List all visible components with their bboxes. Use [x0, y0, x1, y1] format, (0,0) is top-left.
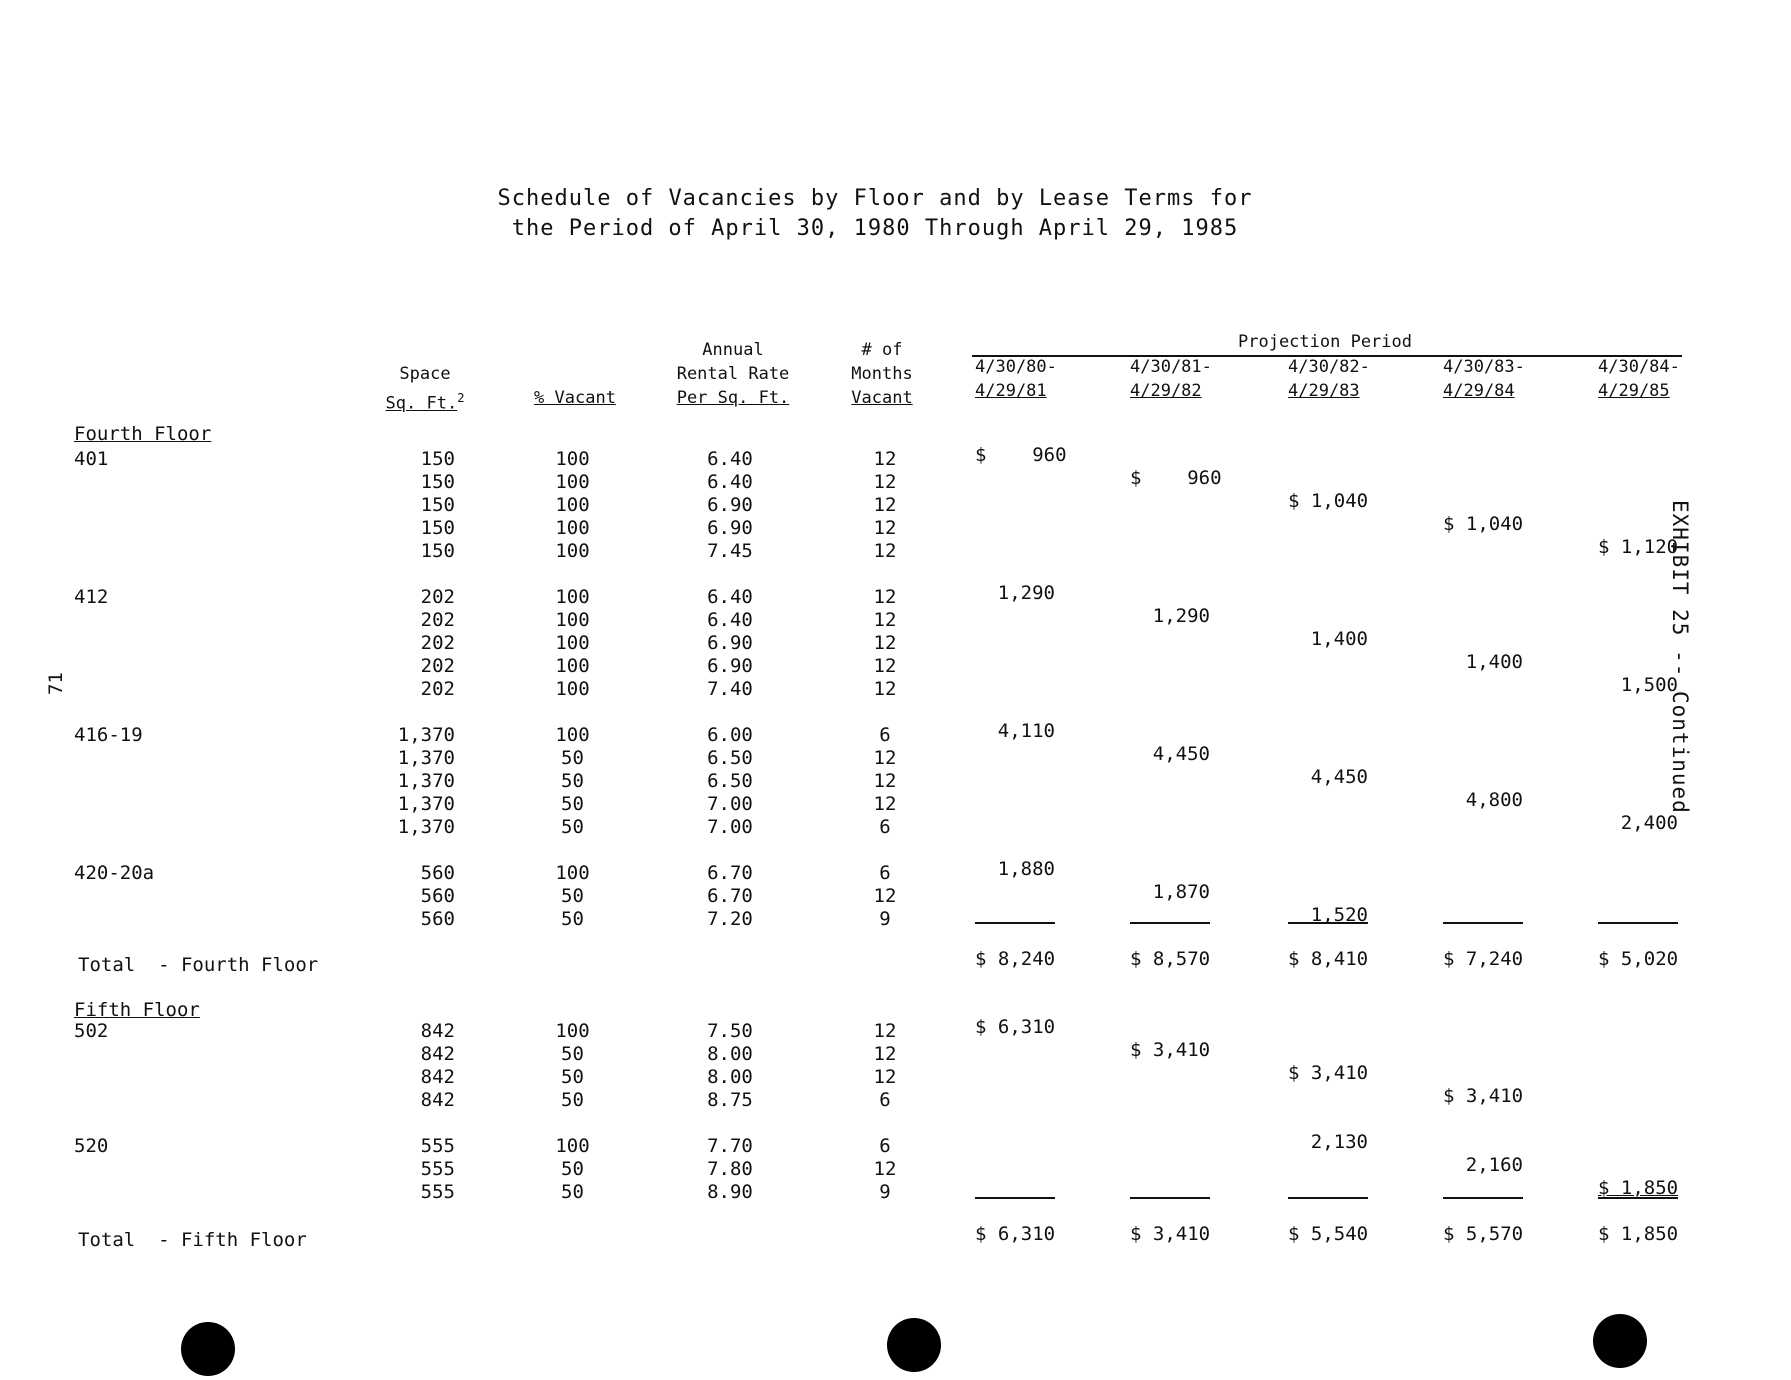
projection-cell: 1,500	[1620, 674, 1678, 696]
fourth-floor-total-label: Total - Fourth Floor	[78, 954, 319, 976]
rental-rate-cell: 8.00	[707, 1066, 753, 1088]
rental-rate-cell: 6.90	[707, 494, 753, 516]
months-vacant-cell: 6	[879, 862, 891, 884]
months-vacant-cell: 12	[873, 540, 897, 562]
vacant-pct-cell: 50	[561, 1089, 584, 1111]
vacant-pct-cell: 100	[555, 609, 590, 631]
months-vacant-cell: 9	[879, 908, 891, 930]
rental-rate-cell: 7.80	[707, 1158, 753, 1180]
space-sqft-cell: 560	[420, 862, 455, 884]
projection-cell: 4,800	[1465, 789, 1523, 811]
exhibit-label: EXHIBIT 25 -- Continued	[1668, 500, 1692, 814]
header-months-line3: Vacant	[851, 388, 913, 408]
period-header-2-end: 4/29/82	[1130, 381, 1202, 401]
months-vacant-cell: 12	[873, 609, 897, 631]
header-projection: Projection Period	[1238, 332, 1412, 352]
space-sqft-cell: 150	[420, 494, 455, 516]
header-rate-line3: Per Sq. Ft.	[676, 388, 790, 408]
total-cell: $ 6,310	[975, 1223, 1056, 1245]
vacant-pct-cell: 100	[555, 862, 590, 884]
months-vacant-cell: 12	[873, 747, 897, 769]
projection-cell: $ 6,310	[975, 1016, 1056, 1038]
projection-cell: 2,400	[1620, 812, 1678, 834]
projection-cell: 1,880	[997, 858, 1055, 880]
subtotal-rule	[975, 1197, 1055, 1199]
header-rate-line2: Rental Rate	[676, 364, 790, 384]
projection-cell: 4,450	[1152, 743, 1210, 765]
period-header-3-start: 4/30/82-	[1288, 357, 1370, 377]
rental-rate-cell: 6.90	[707, 655, 753, 677]
total-cell: $ 5,570	[1443, 1223, 1524, 1245]
space-sqft-cell: 555	[420, 1181, 455, 1203]
binder-hole-right	[1593, 1314, 1647, 1368]
months-vacant-cell: 12	[873, 471, 897, 493]
subtotal-rule	[1130, 1197, 1210, 1199]
vacant-pct-cell: 50	[561, 770, 584, 792]
binder-hole-left	[181, 1322, 235, 1376]
projection-cell: 2,130	[1310, 1131, 1368, 1153]
space-sqft-cell: 202	[420, 655, 455, 677]
fifth-floor-total-label: Total - Fifth Floor	[78, 1229, 307, 1251]
vacant-pct-cell: 100	[555, 540, 590, 562]
subtotal-rule	[1443, 922, 1523, 924]
rental-rate-cell: 6.90	[707, 517, 753, 539]
space-sqft-cell: 202	[420, 632, 455, 654]
vacant-pct-cell: 50	[561, 885, 584, 907]
months-vacant-cell: 12	[873, 586, 897, 608]
rental-rate-cell: 7.50	[707, 1020, 753, 1042]
projection-cell: $ 960	[1130, 467, 1222, 489]
unit-label: 412	[74, 586, 109, 608]
months-vacant-cell: 6	[879, 1089, 891, 1111]
total-cell: $ 7,240	[1443, 948, 1524, 970]
vacant-pct-cell: 100	[555, 724, 590, 746]
rental-rate-cell: 6.40	[707, 609, 753, 631]
vacant-pct-cell: 100	[555, 517, 590, 539]
projection-cell: $ 3,410	[1288, 1062, 1369, 1084]
space-sqft-cell: 555	[420, 1158, 455, 1180]
period-header-4-end: 4/29/84	[1443, 381, 1515, 401]
rental-rate-cell: 7.70	[707, 1135, 753, 1157]
vacant-pct-cell: 100	[555, 448, 590, 470]
space-sqft-cell: 842	[420, 1020, 455, 1042]
rental-rate-cell: 7.00	[707, 816, 753, 838]
space-sqft-cell: 1,370	[397, 793, 455, 815]
months-vacant-cell: 12	[873, 885, 897, 907]
unit-label: 520	[74, 1135, 109, 1157]
period-header-1-start: 4/30/80-	[975, 357, 1057, 377]
projection-cell: $ 1,040	[1288, 490, 1369, 512]
vacant-pct-cell: 50	[561, 1158, 584, 1180]
months-vacant-cell: 12	[873, 632, 897, 654]
header-space-line1: Space	[399, 364, 451, 384]
header-rate	[668, 338, 798, 410]
vacant-pct-cell: 100	[555, 1020, 590, 1042]
period-header-5-start: 4/30/84-	[1598, 357, 1680, 377]
months-vacant-cell: 9	[879, 1181, 891, 1203]
projection-cell: 1,870	[1152, 881, 1210, 903]
months-vacant-cell: 12	[873, 1066, 897, 1088]
subtotal-rule	[1443, 1197, 1523, 1199]
months-vacant-cell: 12	[873, 517, 897, 539]
months-vacant-cell: 12	[873, 448, 897, 470]
projection-cell: 1,290	[997, 582, 1055, 604]
period-header-5-end: 4/29/85	[1598, 381, 1670, 401]
space-sqft-cell: 1,370	[397, 724, 455, 746]
total-cell: $ 1,850	[1598, 1223, 1679, 1245]
projection-cell: $ 1,850	[1598, 1177, 1679, 1199]
projection-cell: 1,290	[1152, 605, 1210, 627]
subtotal-rule	[975, 922, 1055, 924]
period-header-3-end: 4/29/83	[1288, 381, 1360, 401]
projection-cell: $ 1,040	[1443, 513, 1524, 535]
unit-label: 420-20a	[74, 862, 155, 884]
total-cell: $ 3,410	[1130, 1223, 1211, 1245]
rental-rate-cell: 6.40	[707, 471, 753, 493]
rental-rate-cell: 6.70	[707, 862, 753, 884]
projection-cell: 4,110	[997, 720, 1055, 742]
total-cell: $ 8,410	[1288, 948, 1369, 970]
space-sqft-cell: 1,370	[397, 770, 455, 792]
title-line-1: Schedule of Vacancies by Floor and by Lease Terms for	[497, 186, 1253, 211]
rental-rate-cell: 6.50	[707, 770, 753, 792]
space-sqft-cell: 150	[420, 471, 455, 493]
rental-rate-cell: 6.00	[707, 724, 753, 746]
months-vacant-cell: 12	[873, 494, 897, 516]
vacant-pct-cell: 50	[561, 747, 584, 769]
space-sqft-cell: 202	[420, 609, 455, 631]
months-vacant-cell: 12	[873, 770, 897, 792]
vacant-pct-cell: 50	[561, 908, 584, 930]
space-sqft-cell: 560	[420, 885, 455, 907]
total-cell: $ 5,020	[1598, 948, 1679, 970]
rental-rate-cell: 6.70	[707, 885, 753, 907]
header-space-line2: Sq. Ft.	[385, 393, 458, 414]
period-header-2-start: 4/30/81-	[1130, 357, 1212, 377]
rental-rate-cell: 8.75	[707, 1089, 753, 1111]
fourth-floor-heading: Fourth Floor	[74, 423, 212, 445]
projection-cell: $ 3,410	[1130, 1039, 1211, 1061]
unit-label: 401	[74, 448, 109, 470]
projection-cell: 1,400	[1465, 651, 1523, 673]
vacant-pct-cell: 100	[555, 632, 590, 654]
space-sqft-cell: 842	[420, 1089, 455, 1111]
space-sqft-cell: 555	[420, 1135, 455, 1157]
vacant-pct-cell: 100	[555, 1135, 590, 1157]
projection-cell: 2,160	[1465, 1154, 1523, 1176]
vacant-pct-cell: 100	[555, 494, 590, 516]
header-months-line2: Months	[851, 364, 913, 384]
space-sqft-cell: 150	[420, 540, 455, 562]
months-vacant-cell: 12	[873, 1158, 897, 1180]
space-sqft-cell: 202	[420, 586, 455, 608]
header-months	[840, 338, 924, 410]
months-vacant-cell: 12	[873, 678, 897, 700]
rental-rate-cell: 6.40	[707, 448, 753, 470]
rental-rate-cell: 6.50	[707, 747, 753, 769]
vacant-pct-cell: 50	[561, 816, 584, 838]
months-vacant-cell: 12	[873, 793, 897, 815]
projection-cell: 1,520	[1310, 904, 1368, 926]
vacant-pct-cell: 100	[555, 586, 590, 608]
projection-cell: $ 960	[975, 444, 1067, 466]
period-header-1-end: 4/29/81	[975, 381, 1047, 401]
space-sqft-cell: 202	[420, 678, 455, 700]
header-rate-line1: Annual	[702, 340, 764, 360]
total-cell: $ 8,240	[975, 948, 1056, 970]
subtotal-rule	[1288, 1197, 1368, 1199]
rental-rate-cell: 8.90	[707, 1181, 753, 1203]
space-sqft-cell: 842	[420, 1043, 455, 1065]
rental-rate-cell: 6.90	[707, 632, 753, 654]
header-vacant: % Vacant	[534, 388, 616, 408]
page-number: 71	[45, 672, 67, 695]
projection-cell: $ 1,120	[1598, 536, 1679, 558]
vacant-pct-cell: 50	[561, 1043, 584, 1065]
vacant-pct-cell: 50	[561, 793, 584, 815]
vacant-pct-cell: 100	[555, 471, 590, 493]
total-cell: $ 8,570	[1130, 948, 1211, 970]
fifth-floor-heading: Fifth Floor	[74, 999, 200, 1021]
rental-rate-cell: 7.45	[707, 540, 753, 562]
rental-rate-cell: 7.00	[707, 793, 753, 815]
subtotal-rule	[1130, 922, 1210, 924]
header-space-footnote: 2	[457, 391, 465, 405]
period-header-4-start: 4/30/83-	[1443, 357, 1525, 377]
subtotal-rule	[1598, 1197, 1678, 1199]
space-sqft-cell: 150	[420, 517, 455, 539]
months-vacant-cell: 6	[879, 816, 891, 838]
space-sqft-cell: 150	[420, 448, 455, 470]
total-cell: $ 5,540	[1288, 1223, 1369, 1245]
vacant-pct-cell: 100	[555, 655, 590, 677]
space-sqft-cell: 842	[420, 1066, 455, 1088]
space-sqft-cell: 1,370	[397, 816, 455, 838]
space-sqft-cell: 1,370	[397, 747, 455, 769]
months-vacant-cell: 12	[873, 1043, 897, 1065]
title-line-2: the Period of April 30, 1980 Through April 29, 1985	[511, 216, 1239, 241]
months-vacant-cell: 12	[873, 1020, 897, 1042]
subtotal-rule	[1598, 922, 1678, 924]
rental-rate-cell: 6.40	[707, 586, 753, 608]
subtotal-rule	[1288, 922, 1368, 924]
projection-cell: $ 3,410	[1443, 1085, 1524, 1107]
vacant-pct-cell: 50	[561, 1066, 584, 1088]
binder-hole-center	[887, 1318, 941, 1372]
vacant-pct-cell: 100	[555, 678, 590, 700]
rental-rate-cell: 7.20	[707, 908, 753, 930]
unit-label: 502	[74, 1020, 109, 1042]
months-vacant-cell: 6	[879, 724, 891, 746]
unit-label: 416-19	[74, 724, 143, 746]
header-space	[385, 362, 465, 416]
projection-cell: 1,400	[1310, 628, 1368, 650]
space-sqft-cell: 560	[420, 908, 455, 930]
projection-cell: 4,450	[1310, 766, 1368, 788]
rental-rate-cell: 7.40	[707, 678, 753, 700]
header-months-line1: # of	[861, 340, 903, 360]
rental-rate-cell: 8.00	[707, 1043, 753, 1065]
months-vacant-cell: 6	[879, 1135, 891, 1157]
vacant-pct-cell: 50	[561, 1181, 584, 1203]
months-vacant-cell: 12	[873, 655, 897, 677]
